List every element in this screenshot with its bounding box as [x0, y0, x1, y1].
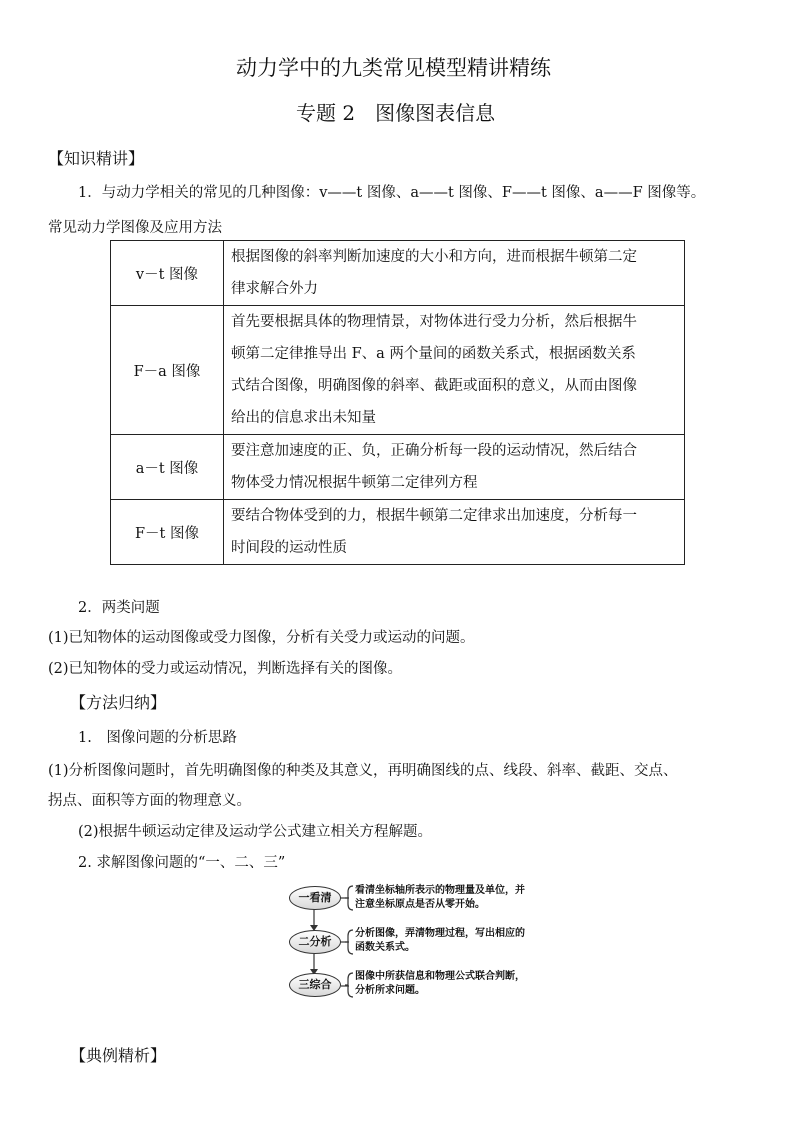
knowledge-item-2: 2．两类问题 — [78, 600, 160, 616]
table-row-label: v－t 图像 — [111, 241, 224, 306]
flow-step-2-text — [355, 927, 525, 955]
knowledge-item-2-1: (1)已知物体的运动图像或受力图像，分析有关受力或运动的问题。 — [48, 630, 475, 646]
flow-node-step-1: 一看清 — [289, 886, 341, 910]
table-row-description — [224, 241, 685, 306]
flow-text-line: 看清坐标轴所表示的物理量及单位，并 — [355, 885, 525, 896]
flow-step-1-text — [355, 884, 525, 912]
flow-text-line: 分析图像，弄清物理过程，写出相应的 — [355, 928, 525, 939]
method-item-1-1: (1)分析图像问题时，首先明确图像的种类及其意义，再明确图线的点、线段、斜率、截距、交点、 — [48, 763, 678, 779]
flow-step-3-text — [355, 970, 525, 998]
table-row — [111, 241, 685, 306]
table-row-description — [224, 500, 685, 565]
method-item-1-2: (2)根据牛顿运动定律及运动学公式建立相关方程解题。 — [78, 824, 433, 840]
brace-icon — [345, 973, 353, 997]
description-line: 式结合图像，明确图像的斜率、截距或面积的意义，从而由图像 — [231, 378, 637, 394]
graph-methods-table — [110, 240, 685, 565]
knowledge-item-2-2: (2)已知物体的受力或运动情况，判断选择有关的图像。 — [48, 661, 403, 677]
table-caption: 常见动力学图像及应用方法 — [48, 220, 222, 236]
table-row-label: F－t 图像 — [111, 500, 224, 565]
table-row-description — [224, 306, 685, 435]
description-line: 要结合物体受到的力，根据牛顿第二定律求出加速度，分析每一 — [231, 508, 637, 524]
flow-text-line: 函数关系式。 — [355, 942, 415, 953]
method-item-1: 1. 图像问题的分析思路 — [78, 730, 237, 746]
description-line: 物体受力情况根据牛顿第二定律列方程 — [231, 475, 478, 491]
flow-node-step-3: 三综合 — [289, 973, 341, 997]
topic-subtitle: 专题 2 图像图表信息 — [296, 101, 496, 125]
table-row — [111, 500, 685, 565]
document-title: 动力学中的九类常见模型精讲精练 — [236, 56, 551, 80]
table-row — [111, 435, 685, 500]
description-line: 时间段的运动性质 — [231, 540, 347, 556]
description-line: 根据图像的斜率判断加速度的大小和方向，进而根据牛顿第二定 — [231, 249, 637, 265]
table-row — [111, 306, 685, 435]
description-line: 要注意加速度的正、负，正确分析每一段的运动情况，然后结合 — [231, 443, 637, 459]
section-heading-examples: 【典例精析】 — [70, 1046, 167, 1065]
description-line: 首先要根据具体的物理情景，对物体进行受力分析，然后根据牛 — [231, 314, 637, 330]
knowledge-item-1: 1．与动力学相关的常见的几种图像：v——t 图像、a——t 图像、F——t 图像、a——F 图像等。 — [78, 185, 706, 201]
table-row-label: F－a 图像 — [111, 306, 224, 435]
method-item-2: 2. 求解图像问题的“一、二、三” — [78, 855, 286, 871]
section-heading-knowledge: 【知识精讲】 — [48, 149, 145, 168]
flow-node-step-2: 二分析 — [289, 930, 341, 954]
flow-text-line: 注意坐标原点是否从零开始。 — [355, 899, 485, 910]
description-line: 给出的信息求出未知量 — [231, 410, 376, 426]
analysis-flow-diagram — [285, 876, 545, 1001]
method-item-1-1-cont: 拐点、面积等方面的物理意义。 — [48, 793, 251, 809]
section-heading-method: 【方法归纳】 — [70, 693, 167, 712]
flow-text-line: 图像中所获信息和物理公式联合判断， — [355, 971, 525, 982]
flow-text-line: 分析所求问题。 — [355, 985, 425, 996]
description-line: 律求解合外力 — [231, 281, 318, 297]
table-row-description — [224, 435, 685, 500]
table-row-label: a－t 图像 — [111, 435, 224, 500]
description-line: 顿第二定律推导出 F、a 两个量间的函数关系式，根据函数关系 — [231, 346, 636, 362]
